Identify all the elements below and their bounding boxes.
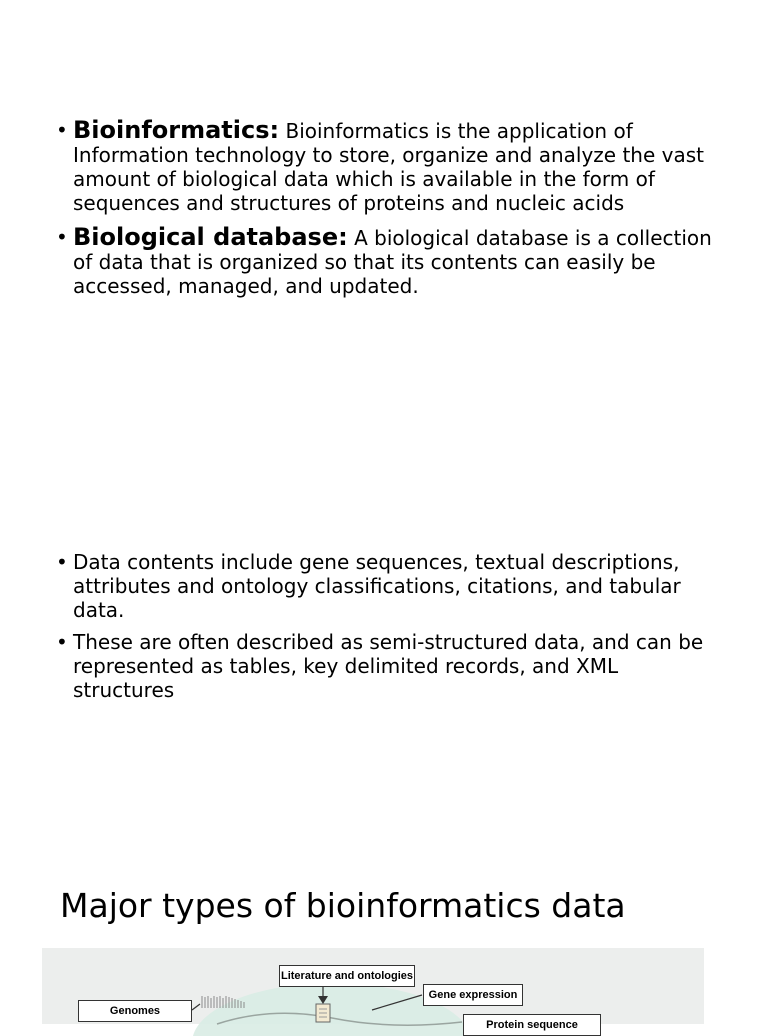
bullet-marker: • [56, 225, 68, 249]
gene-expression-label: Gene expression [423, 984, 523, 1006]
section-heading: Major types of bioinformatics data [60, 886, 626, 925]
list-item [56, 118, 716, 215]
literature-label: Literature and ontologies [279, 965, 415, 987]
data-contents-list [56, 550, 716, 710]
definition-bioinformatics: Bioinformatics is the application of Information technology to store, organize and analyze the vast amount of biological data which is available in the form of sequences and structures of proteins and nucleic acids [73, 119, 704, 215]
bullet-marker: • [56, 550, 68, 574]
bioinformatics-data-figure [42, 948, 704, 1031]
arrow-genomes [192, 1004, 200, 1010]
list-item [56, 550, 716, 622]
bullet-marker: • [56, 118, 68, 142]
genomes-label: Genomes [78, 1000, 192, 1022]
protein-sequence-label: Protein sequence [463, 1014, 601, 1036]
term-biological-database: Biological database: [73, 223, 348, 251]
term-bioinformatics: Bioinformatics: [73, 116, 280, 144]
semi-structured-text: These are often described as semi-structured data, and can be represented as tables, key delimited records, and XML structures [73, 630, 704, 702]
definition-biological-database: A biological database is a collection of data that is organized so that its contents can easily be accessed, managed, and updated. [73, 226, 712, 298]
list-item [56, 630, 716, 702]
list-item [56, 225, 716, 298]
bullet-marker: • [56, 630, 68, 654]
data-contents-text: Data contents include gene sequences, textual descriptions, attributes and ontology classifications, citations, and tabular data. [73, 550, 681, 622]
definitions-list [56, 118, 716, 308]
sequence-ticks [202, 996, 244, 1008]
